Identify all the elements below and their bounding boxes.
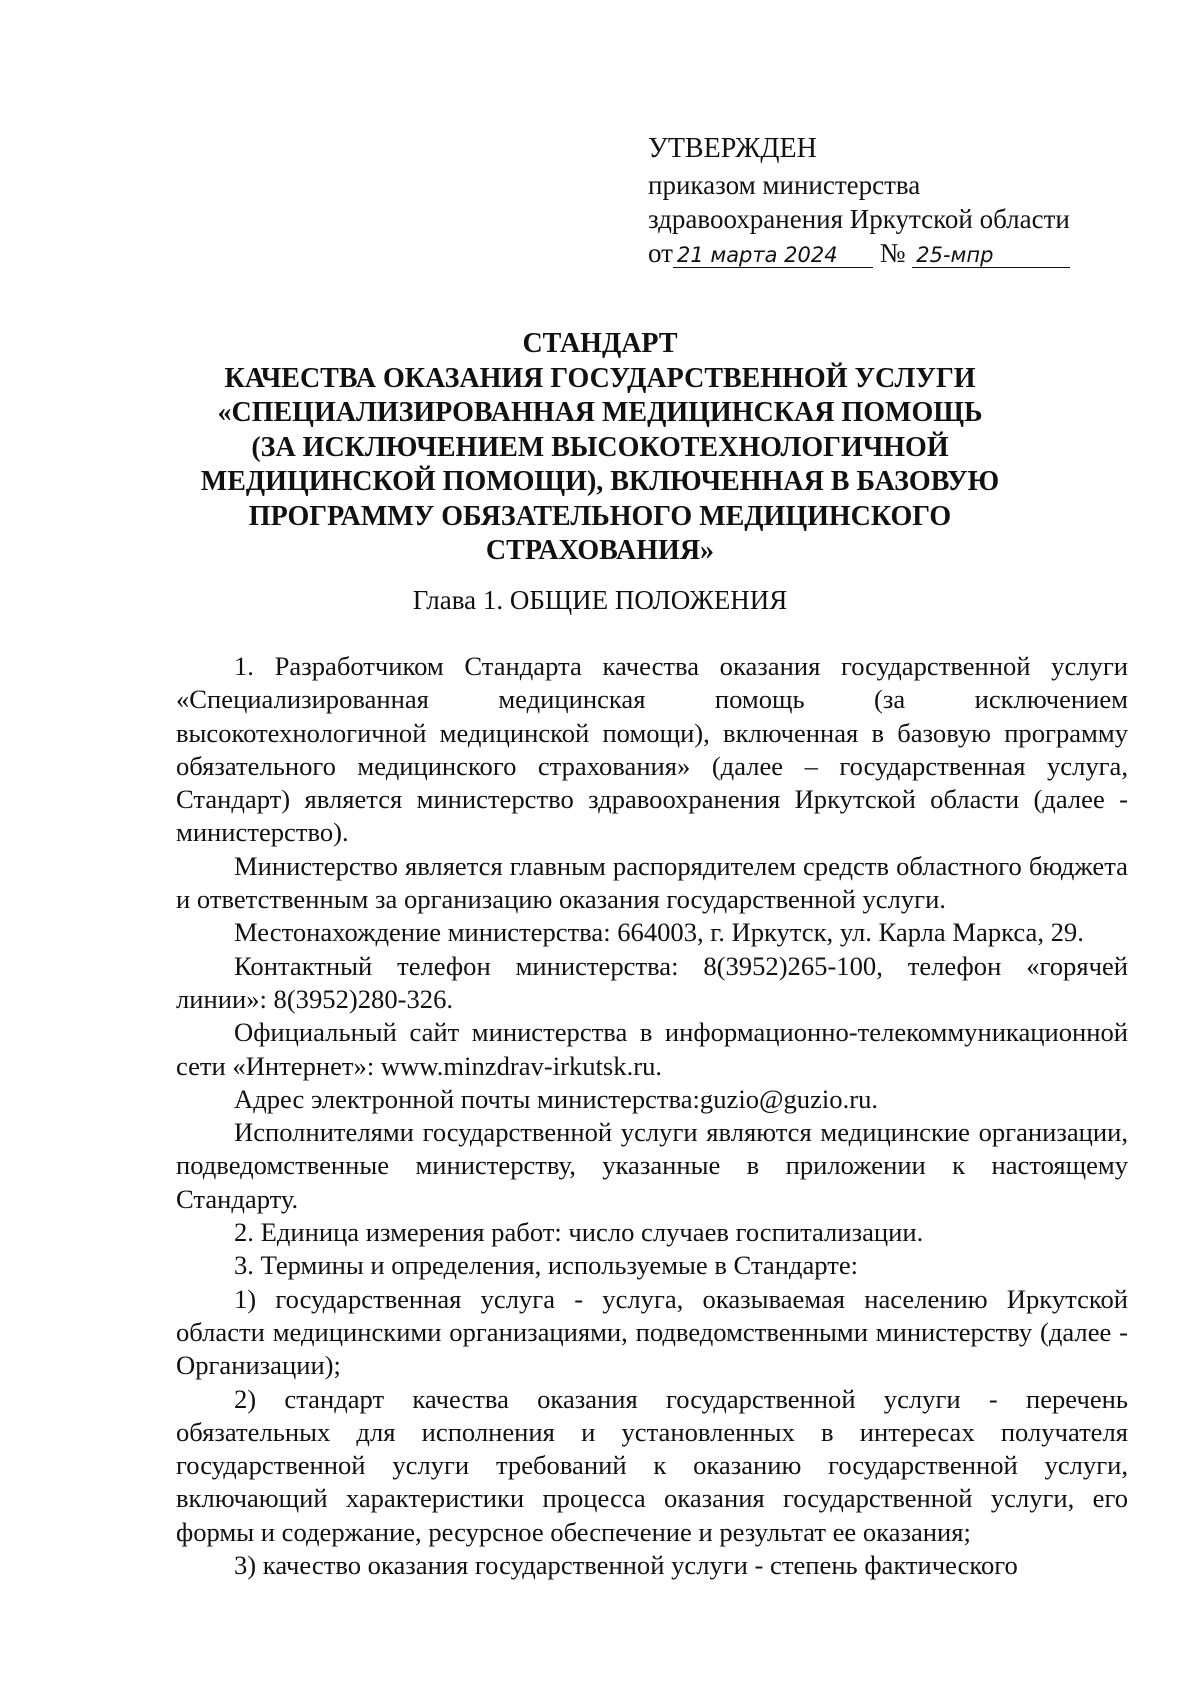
chapter-heading: Глава 1. ОБЩИЕ ПОЛОЖЕНИЯ: [412, 585, 788, 615]
title-line: (ЗА ИСКЛЮЧЕНИЕМ ВЫСОКОТЕХНОЛОГИЧНОЙ: [251, 431, 949, 463]
approval-heading: УТВЕРЖДЕН: [648, 133, 817, 164]
approval-number-label: №: [879, 238, 906, 268]
title-line: МЕДИЦИНСКОЙ ПОМОЩИ), ВКЛЮЧЕННАЯ В БАЗОВУЮ: [200, 466, 1000, 497]
paragraph: Адрес электронной почты министерства:guzio@guzio.ru.: [234, 1083, 879, 1114]
paragraph: Контактный телефон министерства: 8(3952)265-100, телефон «горячей линии»: 8(3952)280-326.: [176, 950, 1128, 1014]
approval-date-number-line: [648, 236, 1168, 270]
approval-block: [648, 130, 1168, 270]
document-title: [100, 327, 1100, 569]
document-body: [176, 650, 1128, 1582]
handwritten-date: 21 марта 2024: [673, 243, 873, 268]
title-line: КАЧЕСТВА ОКАЗАНИЯ ГОСУДАРСТВЕННОЙ УСЛУГИ: [224, 362, 976, 394]
title-line: СТРАХОВАНИЯ»: [485, 535, 715, 566]
handwritten-number: 25-мпр: [912, 243, 1070, 268]
paragraph: 3) качество оказания государственной услуги - степень фактического: [234, 1550, 1018, 1581]
paragraph: 2. Единица измерения работ: число случаев госпитализации.: [234, 1217, 924, 1248]
paragraph: Исполнителями государственной услуги являются медицинские организации, подведомственные министерству, указанные в приложении к настоящему Стандарту.: [176, 1117, 1128, 1214]
title-line: «СПЕЦИАЛИЗИРОВАННАЯ МЕДИЦИНСКАЯ ПОМОЩЬ: [217, 397, 983, 428]
approval-line-2: здравоохранения Иркутской области: [648, 204, 1070, 234]
paragraph: Местонахождение министерства: 664003, г. Иркутск, ул. Карла Маркса, 29.: [234, 917, 1084, 948]
paragraph: 1) государственная услуга - услуга, оказываемая населению Иркутской области медицинскими организациями, подведомственными министерству (далее - Организации);: [176, 1283, 1128, 1381]
paragraph: 3. Термины и определения, используемые в Стандарте:: [234, 1250, 859, 1281]
paragraph: 2) стандарт качества оказания государственной услуги - перечень обязательных для исполнения и установленных в интересах получателя государственной услуги требований к оказанию государственной услуги, включающий характеристики процесса оказания государственной услуги, его формы и содержание, ресурсное обеспечение и результат ее оказания;: [176, 1383, 1128, 1547]
paragraph: Министерство является главным распорядителем средств областного бюджета и ответственным за организацию оказания государственной услуги.: [176, 850, 1128, 915]
paragraph: 1. Разработчиком Стандарта качества оказания государственной услуги «Специализированная медицинская помощь (за исключением высокотехнологичной медицинской помощи), включенная в базовую программу обязательного медицинского страхования» (далее – государственная услуга, Стандарт) является министерство здравоохранения Иркутской области (далее - министерство).: [176, 651, 1128, 848]
approval-from-label: от: [648, 238, 673, 268]
title-line: СТАНДАРТ: [522, 328, 678, 359]
title-line: ПРОГРАММУ ОБЯЗАТЕЛЬНОГО МЕДИЦИНСКОГО: [248, 500, 952, 532]
paragraph: Официальный сайт министерства в информационно-телекоммуникационной сети «Интернет»: www.minzdrav-irkutsk.ru.: [176, 1017, 1128, 1081]
approval-line-1: приказом министерства: [648, 170, 921, 200]
